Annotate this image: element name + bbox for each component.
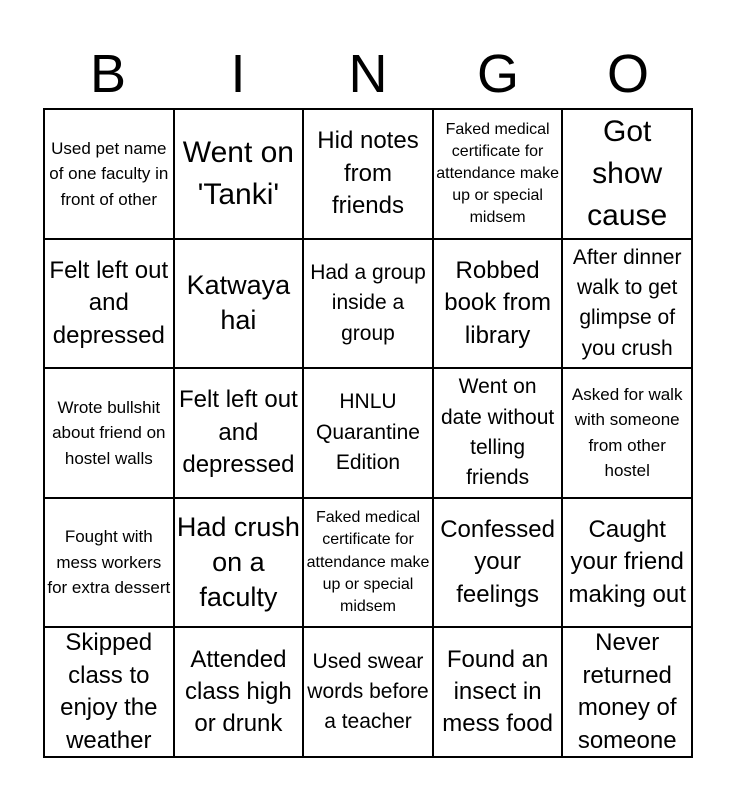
bingo-cell-r3c1[interactable] <box>44 368 174 498</box>
header-letter-b: B <box>89 44 127 104</box>
bingo-cell-r3c4[interactable] <box>433 368 563 498</box>
bingo-cell-r5c1[interactable] <box>44 627 174 757</box>
cell-text: Used swear words before a teacher <box>307 649 429 734</box>
bingo-header <box>43 40 693 108</box>
bingo-cell-r4c3[interactable] <box>303 498 433 628</box>
bingo-cell-r5c2[interactable] <box>174 627 304 757</box>
header-letter-i: I <box>230 44 246 104</box>
bingo-cell-r3c5[interactable] <box>562 368 692 498</box>
cell-text: HNLU Quarantine Edition <box>316 390 420 475</box>
cell-text: Skipped class to enjoy the weather <box>60 629 158 754</box>
cell-text: Used pet name of one faculty in front of other <box>49 138 169 209</box>
header-letter-o: O <box>606 44 649 104</box>
cell-text: Never returned money of someone <box>577 629 677 754</box>
header-letter-n: N <box>348 44 388 104</box>
header-letter-g: G <box>476 44 519 104</box>
bingo-cell-r4c4[interactable] <box>433 498 563 628</box>
cell-text: Found an insect in mess food <box>442 645 553 738</box>
cell-text: Felt left out and depressed <box>179 386 298 479</box>
cell-text: Went on date without telling friends <box>440 375 555 490</box>
cell-text: Wrote bullshit about friend on hostel walls <box>52 397 166 468</box>
bingo-cell-r4c2[interactable] <box>174 498 304 628</box>
bingo-cell-r5c3[interactable] <box>303 627 433 757</box>
bingo-cell-r3c2[interactable] <box>174 368 304 498</box>
cell-text: Asked for walk with someone from other hostel <box>571 384 683 481</box>
cell-text: Fought with mess workers for extra dessert <box>47 527 171 598</box>
bingo-cell-r2c5[interactable] <box>562 239 692 369</box>
bingo-cell-r1c2[interactable] <box>174 109 304 239</box>
bingo-cell-r4c1[interactable] <box>44 498 174 628</box>
bingo-cell-r1c3[interactable] <box>303 109 433 239</box>
bingo-cell-r5c4[interactable] <box>433 627 563 757</box>
bingo-cell-r3c3[interactable] <box>303 368 433 498</box>
cell-text: Robbed book from library <box>444 256 551 349</box>
bingo-cell-r2c4[interactable] <box>433 239 563 369</box>
bingo-cell-r4c5[interactable] <box>562 498 692 628</box>
bingo-cell-r1c5[interactable] <box>562 109 692 239</box>
cell-text: Got show cause <box>587 114 668 232</box>
cell-text: Caught your friend making out <box>568 516 686 608</box>
bingo-cell-r2c2[interactable] <box>174 239 304 369</box>
bingo-cell-r1c4[interactable] <box>433 109 563 239</box>
cell-text: Went on 'Tanki' <box>182 135 294 211</box>
bingo-board <box>43 108 693 758</box>
cell-text: Faked medical certificate for attendance make up or special midsem <box>436 120 559 226</box>
bingo-cell-r5c5[interactable] <box>562 627 692 757</box>
bingo-cell-r1c1[interactable] <box>44 109 174 239</box>
cell-text: After dinner walk to get glimpse of you crush <box>572 245 682 360</box>
cell-text: Attended class high or drunk <box>185 645 292 738</box>
cell-text: Hid notes from friends <box>317 127 419 219</box>
cell-text: Faked medical certificate for attendance make up or special midsem <box>306 509 430 615</box>
cell-text: Had crush on a faculty <box>176 511 300 613</box>
cell-text: Confessed your feelings <box>440 516 555 608</box>
cell-text: Katwaya hai <box>186 270 291 336</box>
bingo-cell-r2c3[interactable] <box>303 239 433 369</box>
cell-text: Had a group inside a group <box>310 260 426 345</box>
bingo-cell-r2c1[interactable] <box>44 239 174 369</box>
cell-text: Felt left out and depressed <box>49 256 169 349</box>
